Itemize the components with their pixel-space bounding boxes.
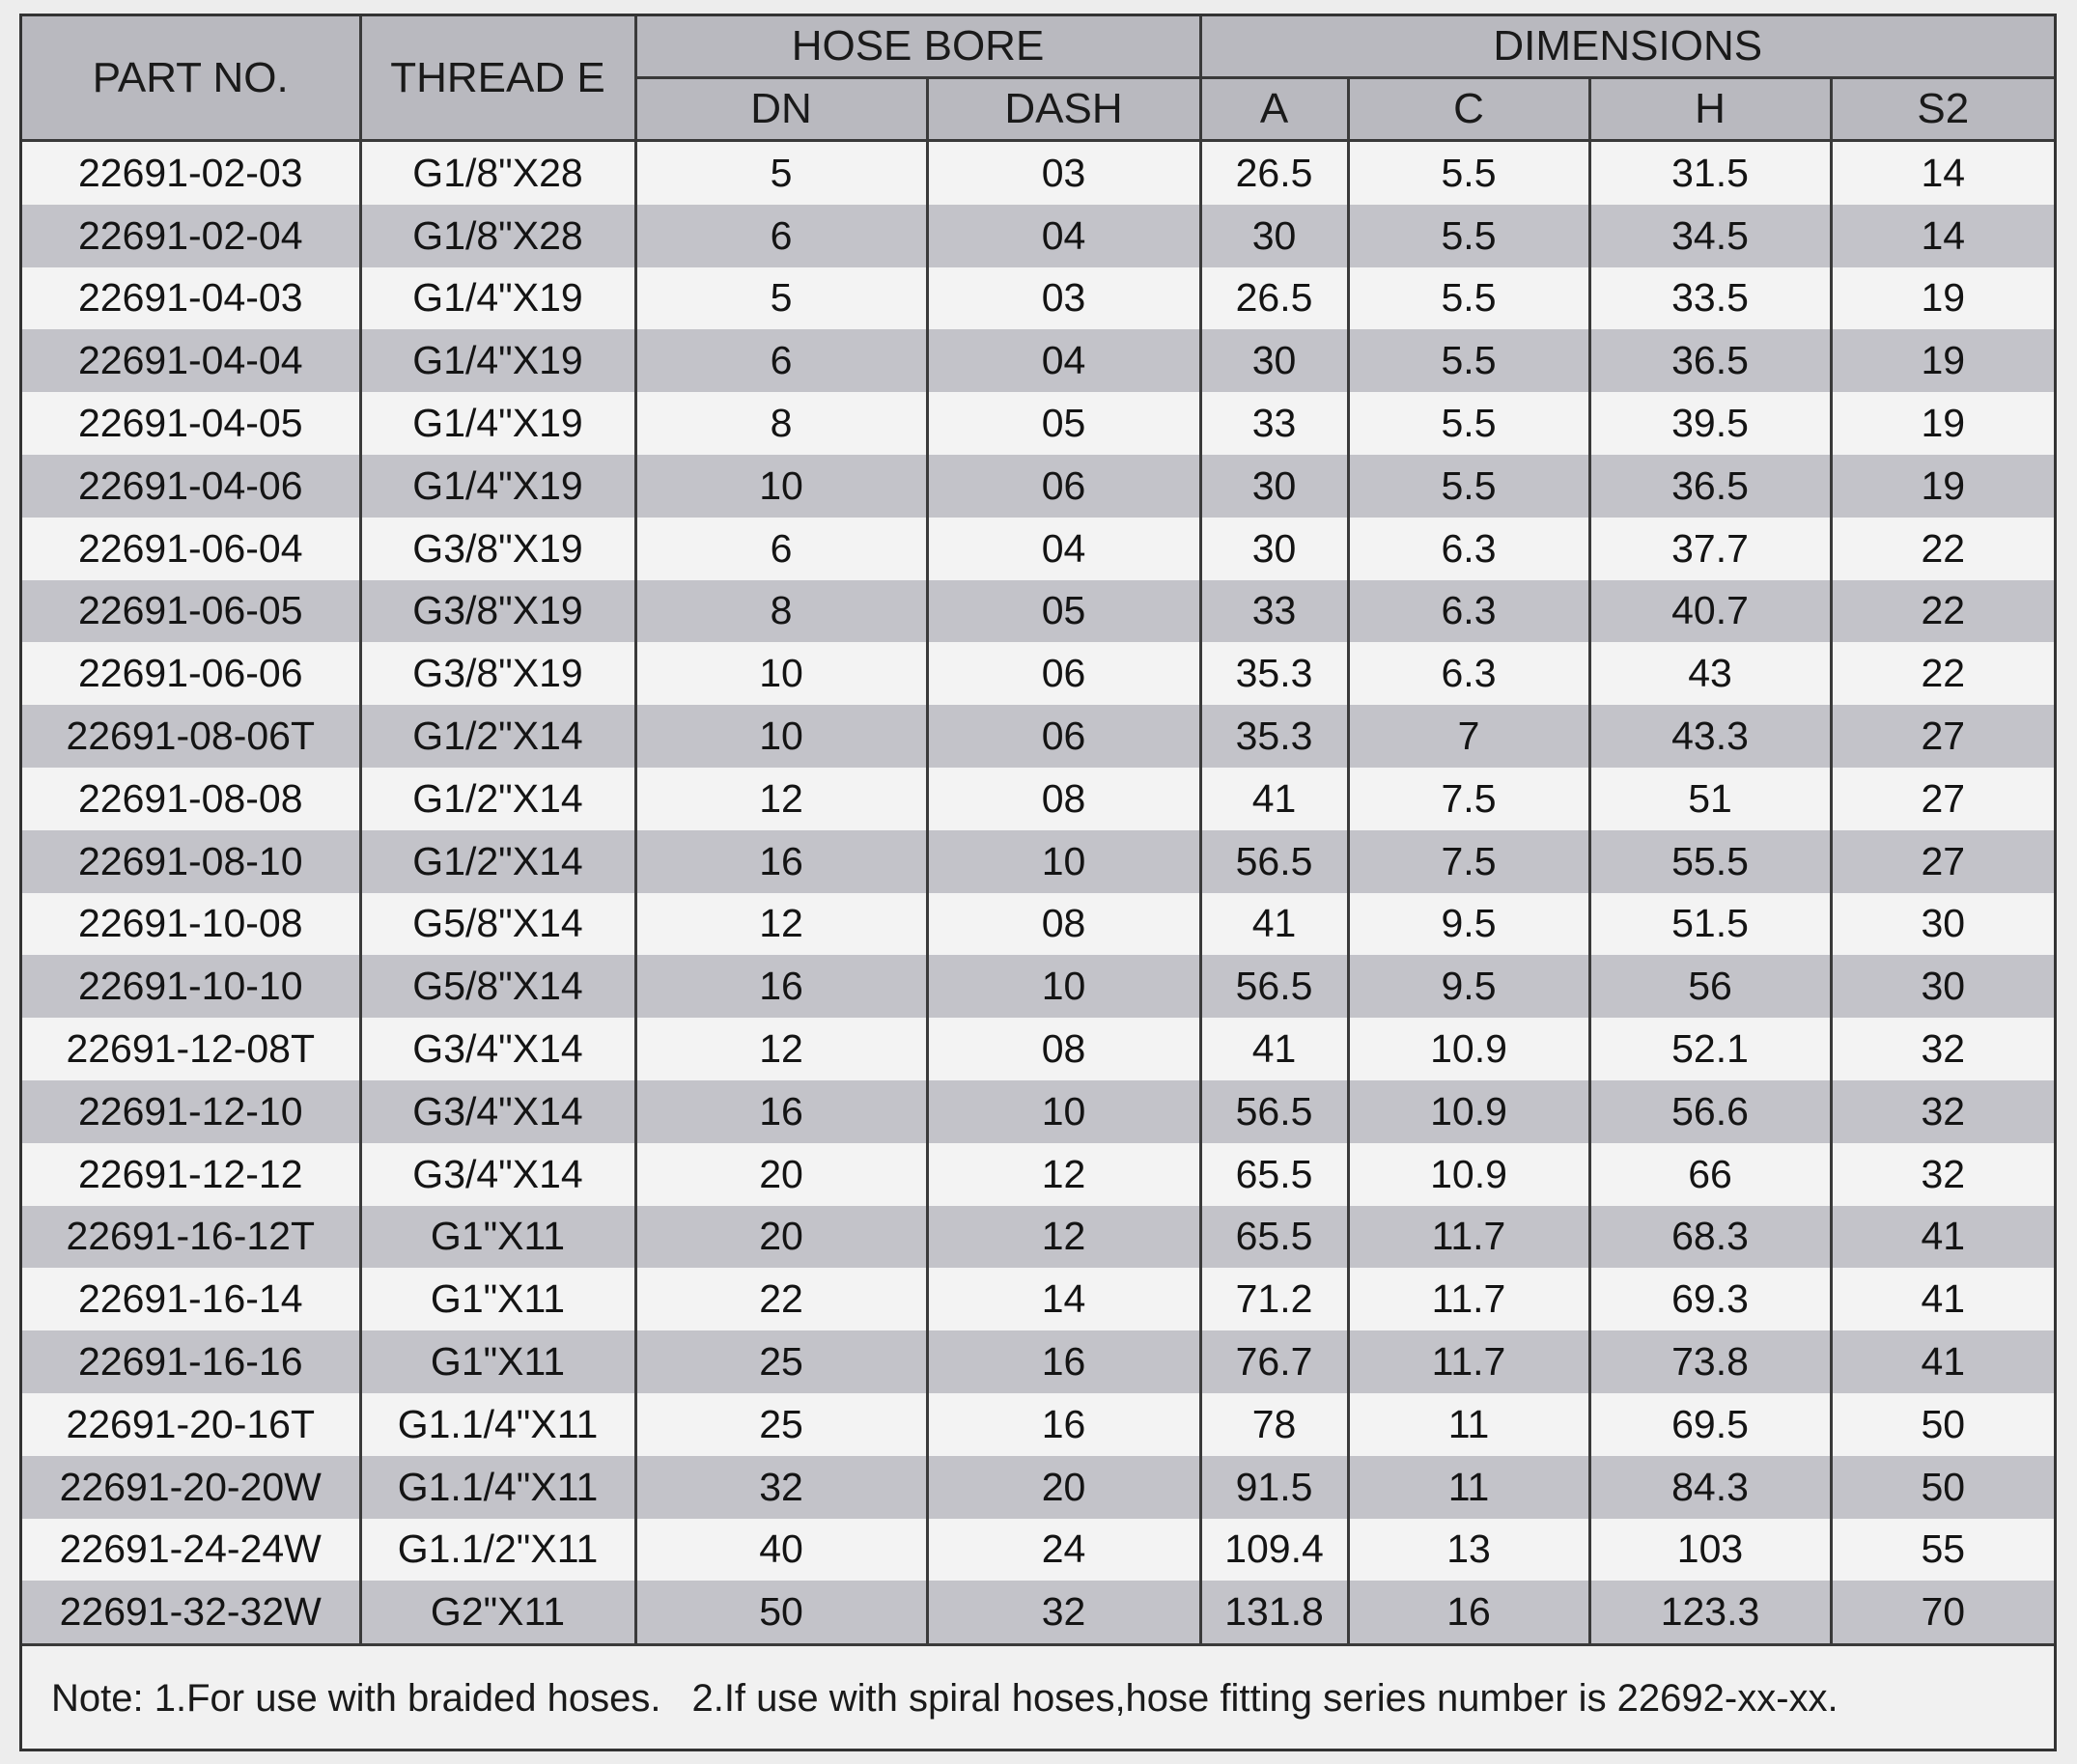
cell-part-no: 22691-06-06	[22, 642, 360, 705]
cell-dash: 08	[927, 1018, 1200, 1080]
cell-dn: 10	[635, 455, 927, 518]
cell-part-no: 22691-10-08	[22, 893, 360, 956]
cell-part-no: 22691-02-04	[22, 205, 360, 267]
cell-s2: 50	[1831, 1393, 2054, 1456]
cell-a: 41	[1200, 1018, 1348, 1080]
cell-h: 123.3	[1589, 1581, 1831, 1644]
cell-a: 33	[1200, 580, 1348, 643]
cell-thread: G1.1/4"X11	[360, 1393, 635, 1456]
cell-part-no: 22691-02-03	[22, 141, 360, 205]
cell-thread: G1/4"X19	[360, 329, 635, 392]
cell-dn: 25	[635, 1330, 927, 1393]
cell-thread: G3/4"X14	[360, 1018, 635, 1080]
cell-part-no: 22691-10-10	[22, 955, 360, 1018]
note-first: Note: 1.For use with braided hoses.	[51, 1677, 661, 1720]
cell-part-no: 22691-24-24W	[22, 1519, 360, 1582]
cell-dash: 06	[927, 705, 1200, 768]
cell-s2: 41	[1831, 1206, 2054, 1269]
cell-part-no: 22691-16-12T	[22, 1206, 360, 1269]
cell-dash: 10	[927, 1080, 1200, 1143]
cell-thread: G1"X11	[360, 1206, 635, 1269]
cell-h: 51.5	[1589, 893, 1831, 956]
cell-a: 71.2	[1200, 1268, 1348, 1330]
cell-dash: 14	[927, 1268, 1200, 1330]
cell-dash: 32	[927, 1581, 1200, 1644]
cell-c: 7.5	[1348, 830, 1589, 893]
cell-thread: G3/8"X19	[360, 518, 635, 580]
cell-part-no: 22691-08-06T	[22, 705, 360, 768]
cell-dash: 24	[927, 1519, 1200, 1582]
cell-dn: 40	[635, 1519, 927, 1582]
cell-h: 69.5	[1589, 1393, 1831, 1456]
cell-thread: G1.1/4"X11	[360, 1456, 635, 1519]
table-row	[22, 392, 2054, 455]
cell-h: 33.5	[1589, 267, 1831, 330]
cell-thread: G1/8"X28	[360, 141, 635, 205]
cell-dash: 08	[927, 768, 1200, 830]
cell-a: 65.5	[1200, 1143, 1348, 1206]
cell-thread: G1.1/2"X11	[360, 1519, 635, 1582]
cell-part-no: 22691-08-10	[22, 830, 360, 893]
cell-s2: 32	[1831, 1080, 2054, 1143]
table-row	[22, 768, 2054, 830]
cell-h: 40.7	[1589, 580, 1831, 643]
cell-c: 10.9	[1348, 1018, 1589, 1080]
cell-dn: 12	[635, 1018, 927, 1080]
header-part-no: PART NO.	[22, 16, 360, 141]
cell-thread: G1/8"X28	[360, 205, 635, 267]
cell-c: 6.3	[1348, 580, 1589, 643]
cell-c: 7.5	[1348, 768, 1589, 830]
cell-h: 84.3	[1589, 1456, 1831, 1519]
header-hose-bore: HOSE BORE	[635, 16, 1200, 78]
cell-c: 5.5	[1348, 267, 1589, 330]
cell-a: 131.8	[1200, 1581, 1348, 1644]
cell-c: 6.3	[1348, 518, 1589, 580]
cell-dn: 12	[635, 768, 927, 830]
cell-h: 56.6	[1589, 1080, 1831, 1143]
cell-s2: 22	[1831, 642, 2054, 705]
table-row	[22, 329, 2054, 392]
cell-c: 5.5	[1348, 329, 1589, 392]
cell-dn: 8	[635, 580, 927, 643]
table-row	[22, 1143, 2054, 1206]
cell-dash: 10	[927, 955, 1200, 1018]
cell-a: 41	[1200, 893, 1348, 956]
cell-thread: G1/2"X14	[360, 705, 635, 768]
cell-a: 26.5	[1200, 141, 1348, 205]
cell-s2: 41	[1831, 1330, 2054, 1393]
header-dimensions: DIMENSIONS	[1200, 16, 2054, 78]
cell-c: 6.3	[1348, 642, 1589, 705]
cell-a: 26.5	[1200, 267, 1348, 330]
cell-h: 103	[1589, 1519, 1831, 1582]
cell-c: 13	[1348, 1519, 1589, 1582]
cell-c: 10.9	[1348, 1080, 1589, 1143]
cell-dash: 05	[927, 392, 1200, 455]
cell-s2: 22	[1831, 580, 2054, 643]
cell-thread: G5/8"X14	[360, 893, 635, 956]
cell-dn: 10	[635, 705, 927, 768]
cell-a: 56.5	[1200, 955, 1348, 1018]
table-row	[22, 642, 2054, 705]
cell-part-no: 22691-04-04	[22, 329, 360, 392]
cell-s2: 32	[1831, 1143, 2054, 1206]
table-row	[22, 1581, 2054, 1644]
cell-h: 36.5	[1589, 329, 1831, 392]
cell-a: 30	[1200, 455, 1348, 518]
cell-dash: 12	[927, 1206, 1200, 1269]
cell-a: 65.5	[1200, 1206, 1348, 1269]
cell-c: 11	[1348, 1393, 1589, 1456]
cell-h: 39.5	[1589, 392, 1831, 455]
header-dn: DN	[635, 78, 927, 141]
cell-thread: G1"X11	[360, 1330, 635, 1393]
table-row	[22, 1519, 2054, 1582]
cell-a: 30	[1200, 329, 1348, 392]
cell-thread: G3/4"X14	[360, 1080, 635, 1143]
cell-h: 36.5	[1589, 455, 1831, 518]
cell-s2: 27	[1831, 830, 2054, 893]
cell-a: 41	[1200, 768, 1348, 830]
cell-thread: G1/2"X14	[360, 830, 635, 893]
table-row	[22, 830, 2054, 893]
cell-h: 56	[1589, 955, 1831, 1018]
cell-c: 11	[1348, 1456, 1589, 1519]
cell-c: 5.5	[1348, 205, 1589, 267]
cell-dash: 04	[927, 329, 1200, 392]
cell-thread: G1"X11	[360, 1268, 635, 1330]
cell-h: 66	[1589, 1143, 1831, 1206]
cell-dash: 03	[927, 267, 1200, 330]
cell-dn: 6	[635, 329, 927, 392]
cell-s2: 41	[1831, 1268, 2054, 1330]
table-row	[22, 705, 2054, 768]
cell-a: 56.5	[1200, 1080, 1348, 1143]
cell-a: 91.5	[1200, 1456, 1348, 1519]
cell-thread: G1/4"X19	[360, 267, 635, 330]
cell-dash: 16	[927, 1393, 1200, 1456]
cell-part-no: 22691-04-06	[22, 455, 360, 518]
cell-c: 16	[1348, 1581, 1589, 1644]
cell-thread: G3/8"X19	[360, 580, 635, 643]
cell-dn: 20	[635, 1206, 927, 1269]
cell-dash: 06	[927, 642, 1200, 705]
cell-c: 10.9	[1348, 1143, 1589, 1206]
cell-c: 7	[1348, 705, 1589, 768]
cell-a: 35.3	[1200, 705, 1348, 768]
cell-dash: 08	[927, 893, 1200, 956]
table-row	[22, 267, 2054, 330]
cell-h: 34.5	[1589, 205, 1831, 267]
cell-part-no: 22691-20-16T	[22, 1393, 360, 1456]
table-row	[22, 1393, 2054, 1456]
cell-s2: 50	[1831, 1456, 2054, 1519]
hose-fitting-spec-table	[22, 16, 2054, 1646]
cell-dn: 25	[635, 1393, 927, 1456]
header-dash: DASH	[927, 78, 1200, 141]
cell-dn: 8	[635, 392, 927, 455]
cell-s2: 14	[1831, 141, 2054, 205]
cell-part-no: 22691-04-03	[22, 267, 360, 330]
cell-dash: 12	[927, 1143, 1200, 1206]
cell-a: 33	[1200, 392, 1348, 455]
table-note	[22, 1648, 2054, 1749]
cell-dash: 06	[927, 455, 1200, 518]
cell-thread: G1/4"X19	[360, 455, 635, 518]
cell-dn: 12	[635, 893, 927, 956]
cell-c: 9.5	[1348, 955, 1589, 1018]
cell-dn: 6	[635, 518, 927, 580]
cell-s2: 27	[1831, 705, 2054, 768]
table-row	[22, 1080, 2054, 1143]
cell-dn: 16	[635, 1080, 927, 1143]
cell-part-no: 22691-20-20W	[22, 1456, 360, 1519]
cell-a: 35.3	[1200, 642, 1348, 705]
cell-s2: 27	[1831, 768, 2054, 830]
table-row	[22, 1206, 2054, 1269]
table-row	[22, 455, 2054, 518]
cell-dash: 05	[927, 580, 1200, 643]
header-c: C	[1348, 78, 1589, 141]
table-row	[22, 1456, 2054, 1519]
cell-thread: G3/8"X19	[360, 642, 635, 705]
cell-dash: 10	[927, 830, 1200, 893]
cell-part-no: 22691-06-04	[22, 518, 360, 580]
table-row	[22, 580, 2054, 643]
header-s2: S2	[1831, 78, 2054, 141]
cell-h: 51	[1589, 768, 1831, 830]
cell-part-no: 22691-16-16	[22, 1330, 360, 1393]
cell-a: 109.4	[1200, 1519, 1348, 1582]
cell-dn: 16	[635, 955, 927, 1018]
table-header	[22, 16, 2054, 141]
cell-h: 69.3	[1589, 1268, 1831, 1330]
table-row	[22, 955, 2054, 1018]
cell-c: 5.5	[1348, 141, 1589, 205]
cell-a: 76.7	[1200, 1330, 1348, 1393]
cell-part-no: 22691-12-08T	[22, 1018, 360, 1080]
cell-part-no: 22691-16-14	[22, 1268, 360, 1330]
cell-thread: G2"X11	[360, 1581, 635, 1644]
table-row	[22, 518, 2054, 580]
cell-dash: 20	[927, 1456, 1200, 1519]
cell-thread: G1/2"X14	[360, 768, 635, 830]
table-row	[22, 1018, 2054, 1080]
cell-dn: 5	[635, 141, 927, 205]
cell-h: 37.7	[1589, 518, 1831, 580]
cell-dash: 16	[927, 1330, 1200, 1393]
cell-s2: 55	[1831, 1519, 2054, 1582]
cell-h: 73.8	[1589, 1330, 1831, 1393]
cell-h: 68.3	[1589, 1206, 1831, 1269]
cell-h: 31.5	[1589, 141, 1831, 205]
cell-dn: 5	[635, 267, 927, 330]
header-thread: THREAD E	[360, 16, 635, 141]
table-row	[22, 1268, 2054, 1330]
note-second: 2.If use with spiral hoses,hose fitting series number is 22692-xx-xx.	[691, 1677, 1838, 1720]
cell-h: 43	[1589, 642, 1831, 705]
header-a: A	[1200, 78, 1348, 141]
cell-a: 56.5	[1200, 830, 1348, 893]
table-row	[22, 205, 2054, 267]
cell-thread: G1/4"X19	[360, 392, 635, 455]
cell-c: 9.5	[1348, 893, 1589, 956]
cell-dash: 04	[927, 205, 1200, 267]
table-row	[22, 141, 2054, 205]
cell-a: 78	[1200, 1393, 1348, 1456]
cell-s2: 19	[1831, 392, 2054, 455]
cell-h: 55.5	[1589, 830, 1831, 893]
cell-dash: 03	[927, 141, 1200, 205]
cell-c: 5.5	[1348, 455, 1589, 518]
cell-dn: 32	[635, 1456, 927, 1519]
cell-s2: 30	[1831, 893, 2054, 956]
cell-dn: 6	[635, 205, 927, 267]
cell-dn: 20	[635, 1143, 927, 1206]
cell-c: 11.7	[1348, 1268, 1589, 1330]
cell-dash: 04	[927, 518, 1200, 580]
cell-s2: 14	[1831, 205, 2054, 267]
cell-c: 5.5	[1348, 392, 1589, 455]
cell-part-no: 22691-12-12	[22, 1143, 360, 1206]
cell-s2: 32	[1831, 1018, 2054, 1080]
cell-thread: G5/8"X14	[360, 955, 635, 1018]
cell-s2: 19	[1831, 329, 2054, 392]
cell-part-no: 22691-32-32W	[22, 1581, 360, 1644]
cell-c: 11.7	[1348, 1330, 1589, 1393]
cell-c: 11.7	[1348, 1206, 1589, 1269]
cell-h: 52.1	[1589, 1018, 1831, 1080]
cell-dn: 16	[635, 830, 927, 893]
cell-part-no: 22691-12-10	[22, 1080, 360, 1143]
cell-s2: 22	[1831, 518, 2054, 580]
table-row	[22, 893, 2054, 956]
header-h: H	[1589, 78, 1831, 141]
cell-a: 30	[1200, 518, 1348, 580]
cell-part-no: 22691-08-08	[22, 768, 360, 830]
cell-a: 30	[1200, 205, 1348, 267]
table-body	[22, 141, 2054, 1645]
cell-s2: 30	[1831, 955, 2054, 1018]
cell-thread: G3/4"X14	[360, 1143, 635, 1206]
cell-s2: 70	[1831, 1581, 2054, 1644]
table-row	[22, 1330, 2054, 1393]
spec-table-frame	[19, 14, 2057, 1751]
cell-s2: 19	[1831, 267, 2054, 330]
cell-h: 43.3	[1589, 705, 1831, 768]
cell-dn: 50	[635, 1581, 927, 1644]
cell-part-no: 22691-04-05	[22, 392, 360, 455]
cell-part-no: 22691-06-05	[22, 580, 360, 643]
cell-s2: 19	[1831, 455, 2054, 518]
cell-dn: 22	[635, 1268, 927, 1330]
cell-dn: 10	[635, 642, 927, 705]
